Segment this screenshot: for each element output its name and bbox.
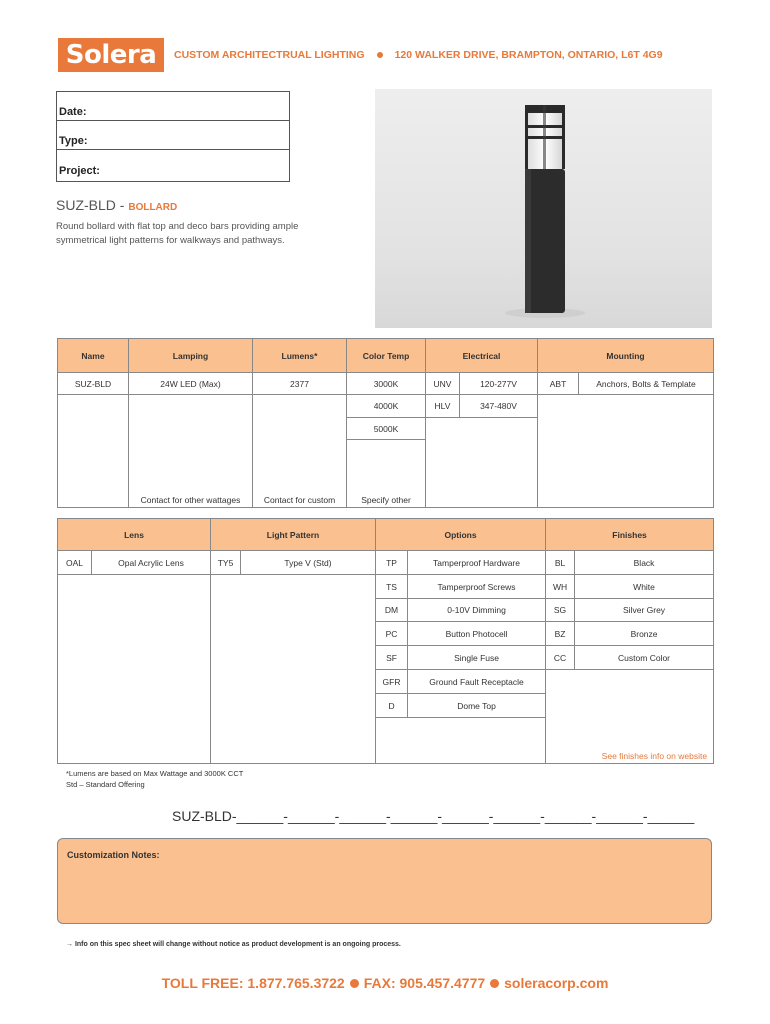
cell-elec-value: 347-480V bbox=[460, 395, 538, 418]
option-value: Ground Fault Receptacle bbox=[408, 670, 546, 694]
header-line bbox=[174, 49, 663, 61]
cell-lamping: 24W LED (Max) bbox=[129, 373, 253, 395]
option-code: TS bbox=[376, 575, 408, 599]
bullet-icon bbox=[377, 52, 383, 58]
header-mounting: Mounting bbox=[538, 339, 714, 373]
header-tagline: CUSTOM ARCHITECTRUAL LIGHTING bbox=[174, 49, 365, 61]
cell-color-temp: 5000K bbox=[347, 418, 426, 440]
finish-value: Custom Color bbox=[575, 646, 714, 670]
solera-logo: Solera bbox=[58, 38, 164, 72]
finish-value: Silver Grey bbox=[575, 599, 714, 622]
finish-value: Black bbox=[575, 551, 714, 575]
customization-label: Customization Notes: bbox=[67, 850, 160, 860]
lumens-footnote bbox=[66, 768, 243, 790]
product-photo bbox=[375, 89, 712, 328]
option-code: DM bbox=[376, 599, 408, 622]
header-address: 120 WALKER DRIVE, BRAMPTON, ONTARIO, L6T 4G9 bbox=[394, 49, 663, 61]
cell-color-temp: 4000K bbox=[347, 395, 426, 418]
pattern-code: TY5 bbox=[211, 551, 241, 575]
bollard-image bbox=[375, 89, 712, 328]
option-code: GFR bbox=[376, 670, 408, 694]
project-field[interactable]: Project: bbox=[59, 165, 100, 177]
option-value: Single Fuse bbox=[408, 646, 546, 670]
option-value: Button Photocell bbox=[408, 622, 546, 646]
date-field[interactable]: Date: bbox=[57, 92, 289, 121]
finish-code: SG bbox=[546, 599, 575, 622]
cell-mount-value: Anchors, Bolts & Template bbox=[579, 373, 714, 395]
option-value: Tamperproof Screws bbox=[408, 575, 546, 599]
finish-value: Bronze bbox=[575, 622, 714, 646]
header-lamping: Lamping bbox=[129, 339, 253, 373]
product-code: SUZ-BLD - bbox=[56, 197, 125, 213]
header-options: Options bbox=[376, 519, 546, 551]
lens-code: OAL bbox=[58, 551, 92, 575]
header-name: Name bbox=[58, 339, 129, 373]
cell-name: SUZ-BLD bbox=[58, 373, 129, 395]
header-color-temp: Color Temp bbox=[347, 339, 426, 373]
option-code: TP bbox=[376, 551, 408, 575]
header-electrical: Electrical bbox=[426, 339, 538, 373]
option-code: PC bbox=[376, 622, 408, 646]
note-line: *Lumens are based on Max Wattage and 3000K CCT bbox=[66, 769, 244, 778]
cell-elec-value: 120-277V bbox=[460, 373, 538, 395]
pattern-value: Type V (Std) bbox=[241, 551, 376, 575]
fax: FAX: 905.457.4777 bbox=[363, 975, 486, 991]
finish-code: CC bbox=[546, 646, 575, 670]
note-line: Std – Standard Offering bbox=[66, 780, 145, 789]
finish-value: White bbox=[575, 575, 714, 599]
cell-elec-code: HLV bbox=[426, 395, 460, 418]
header-lens: Lens bbox=[58, 519, 211, 551]
spec-table-1 bbox=[57, 338, 714, 508]
bullet-icon bbox=[490, 979, 499, 988]
option-value: Tamperproof Hardware bbox=[408, 551, 546, 575]
lens-value: Opal Acrylic Lens bbox=[92, 551, 211, 575]
header-finishes: Finishes bbox=[546, 519, 714, 551]
lumens-note: Contact for custom bbox=[253, 395, 347, 508]
website-link[interactable]: soleracorp.com bbox=[504, 975, 609, 991]
color-note: Specify other bbox=[347, 440, 426, 508]
option-value: Dome Top bbox=[408, 694, 546, 718]
cell-mount-code: ABT bbox=[538, 373, 579, 395]
toll-free: TOLL FREE: 1.877.765.3722 bbox=[161, 975, 345, 991]
finish-code: BZ bbox=[546, 622, 575, 646]
product-description: Round bollard with flat top and deco bars providing ample symmetrical light patterns for walkways and pathways. bbox=[56, 221, 299, 246]
finish-code: WH bbox=[546, 575, 575, 599]
customization-notes-box[interactable] bbox=[57, 838, 712, 924]
type-field[interactable]: Type: bbox=[57, 121, 289, 150]
option-code: SF bbox=[376, 646, 408, 670]
cell-elec-code: UNV bbox=[426, 373, 460, 395]
cell-lumens: 2377 bbox=[253, 373, 347, 395]
finishes-link[interactable]: See finishes info on website bbox=[601, 751, 708, 761]
product-name: BOLLARD bbox=[128, 202, 178, 213]
option-value: 0-10V Dimming bbox=[408, 599, 546, 622]
cell-color-temp: 3000K bbox=[347, 373, 426, 395]
bullet-icon bbox=[350, 979, 359, 988]
lamping-note: Contact for other wattages bbox=[129, 395, 253, 508]
footer-contact bbox=[0, 975, 770, 991]
option-code: D bbox=[376, 694, 408, 718]
order-code: SUZ-BLD-______-______-______-______-______-______-______-______-______ bbox=[172, 808, 695, 824]
finish-code: BL bbox=[546, 551, 575, 575]
header-light-pattern: Light Pattern bbox=[211, 519, 376, 551]
info-box bbox=[56, 91, 290, 182]
header-lumens: Lumens* bbox=[253, 339, 347, 373]
spec-table-2 bbox=[57, 518, 714, 764]
product-title bbox=[56, 197, 177, 213]
spec-footnote: → Info on this spec sheet will change without notice as product development is an ongoing process. bbox=[66, 941, 401, 948]
